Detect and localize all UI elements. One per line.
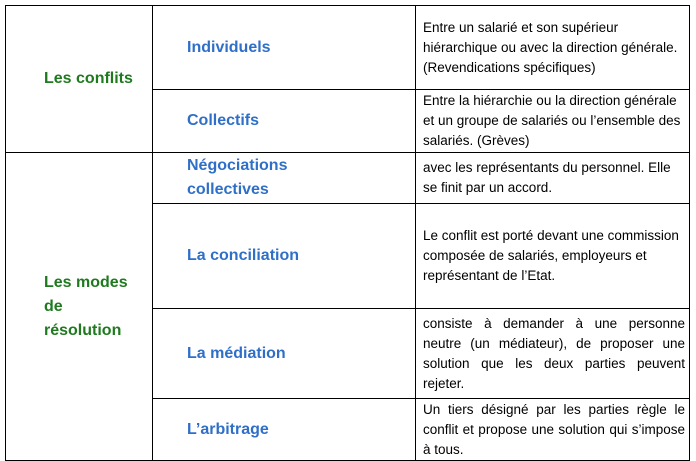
type-arbitrage: L’arbitrage: [153, 399, 416, 461]
category-resolution: [6, 153, 153, 461]
table-row: [6, 153, 690, 204]
type-negociations-line: Négociations: [187, 157, 288, 174]
description-individuels: Entre un salarié et son supérieur hiérarchique ou avec la direction générale. (Revendications spécifiques): [416, 6, 690, 90]
conflicts-table: [5, 5, 690, 461]
category-resolution-line: résolution: [44, 321, 122, 339]
table-row: [6, 6, 690, 90]
type-negociations: [153, 153, 416, 204]
description-conciliation: Le conflit est porté devant une commission composée de salariés, employeurs et représentant de l’Etat.: [416, 204, 690, 309]
type-individuels: Individuels: [153, 6, 416, 90]
description-mediation: consiste à demander à une personne neutre (un médiateur), de proposer une solution que les deux parties peuvent rejeter.: [416, 309, 690, 399]
category-resolution-line: de: [44, 297, 63, 315]
description-arbitrage: Un tiers désigné par les parties règle le conflit et propose une solution qui s’impose à tous.: [416, 399, 690, 461]
type-mediation: La médiation: [153, 309, 416, 399]
type-conciliation: La conciliation: [153, 204, 416, 309]
description-collectifs: Entre la hiérarchie ou la direction générale et un groupe de salariés ou l’ensemble des salariés. (Grèves): [416, 90, 690, 153]
type-collectifs: Collectifs: [153, 90, 416, 153]
description-negociations: avec les représentants du personnel. Elle se finit par un accord.: [416, 153, 690, 204]
type-negociations-line: collectives: [187, 181, 269, 198]
category-conflits: Les conflits: [6, 6, 153, 153]
category-resolution-line: Les modes: [44, 273, 128, 291]
